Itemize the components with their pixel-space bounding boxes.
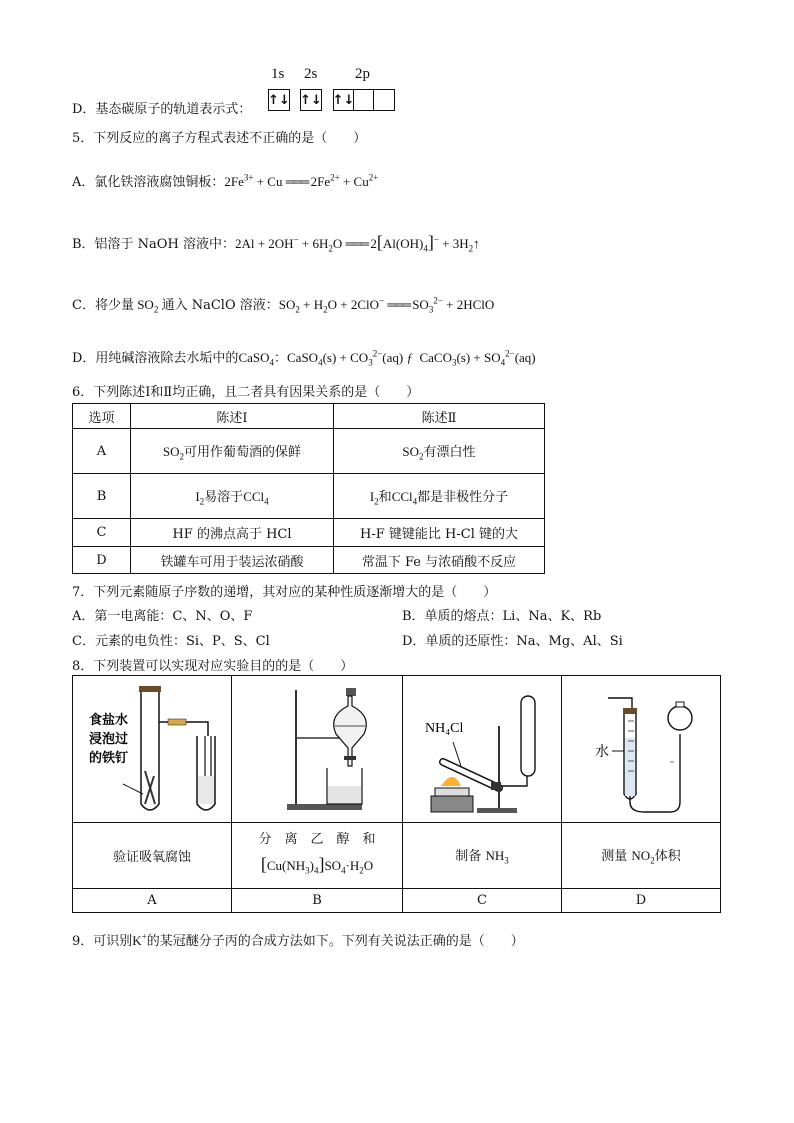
q5-a-equation: $2Fe^{3+} + Cu$ ═══ $2Fe^{2+} + Cu^{2+}$ [224, 172, 379, 189]
fig-d-label: 水 [595, 744, 609, 760]
table-header: 选项 [73, 404, 131, 429]
purpose-c: 制备 $NH_3$ [403, 823, 562, 889]
purpose-d: 测量 $NO_2$体积 [562, 823, 721, 889]
orbital-box-2s [300, 89, 322, 111]
orbital-label-2s: 2s [304, 66, 318, 82]
letter-a: A [73, 889, 232, 913]
orbital-cell [374, 90, 394, 110]
q5-d-f: ƒ [406, 350, 413, 365]
table-cell-statement1: $I_2$易溶于CCl$_4$ [131, 474, 334, 519]
q5-d-equation: CaSO$_4$(s) + $CO_3^{2-}(aq)$ ƒ CaCO$_3$(s) + $SO_4^{2-}(aq)$ [287, 348, 536, 368]
fig-c-label: NH₄Cl [425, 721, 464, 736]
orbital-cell: ↑↓ [268, 92, 290, 108]
purpose-row [73, 823, 721, 889]
q7-option-c: C．元素的电负性：Si、P、S、Cl [72, 634, 270, 649]
orbital-cell: ↑↓ [300, 92, 322, 108]
table-cell-statement1: 铁罐车可用于装运浓硝酸 [131, 547, 334, 574]
figure-a [73, 676, 232, 823]
fig-a-label-2: 浸泡过 [89, 732, 129, 747]
cell-text: 可用作葡萄酒的保鲜 [184, 444, 302, 460]
purpose-a: 验证吸氧腐蚀 [73, 823, 232, 889]
fig-a-label-1: 食盐水 [89, 713, 129, 728]
q5-option-a [72, 171, 378, 190]
gas-burette-icon [562, 676, 720, 822]
purpose-b-formula: $[Cu(NH_3)_4]SO_4\cdot H_2O$ [260, 854, 374, 876]
orbital-box-2p [333, 89, 395, 111]
figure-d [562, 676, 721, 823]
table-header: 陈述Ⅱ [334, 404, 545, 429]
orbital-cell: ↑↓ [334, 90, 354, 110]
q5-b-label: B．铝溶于 NaOH 溶液中： [72, 237, 235, 252]
q5-a-label: A．氯化铁溶液腐蚀铜板： [72, 175, 225, 190]
q7-option-d: D．单质的还原性：Na、Mg、Al、Si [402, 634, 623, 649]
q6-table [72, 403, 545, 574]
purpose-c-text: 制备 [455, 849, 482, 865]
table-cell-option: D [73, 547, 131, 574]
table-cell-option: A [73, 429, 131, 474]
letter-row [73, 889, 721, 913]
table-row [73, 474, 545, 519]
purpose-b [232, 823, 403, 889]
purpose-d-tail: 体积 [654, 849, 681, 865]
table-cell-statement2: $SO_2$有漂白性 [334, 429, 545, 474]
cell-text: 易溶于 [204, 489, 244, 505]
q5-option-b [72, 232, 480, 254]
table-row [73, 429, 545, 474]
q5-b-equation: $2Al + 2OH^- + 6H_2O$ ═══ $2[Al(OH)_4]^-$ + $3H_2↑$ [234, 232, 480, 254]
cell-text: 有漂白性 [423, 444, 476, 460]
orbital-cell [354, 90, 374, 110]
table-cell-statement1: $SO_2$可用作葡萄酒的保鲜 [131, 429, 334, 474]
table-row [73, 519, 545, 547]
q8-stem: 8．下列装置可以实现对应实验目的的是（ ） [72, 659, 354, 674]
q5-c-label: C．将少量 [72, 298, 134, 313]
table-header-row [73, 404, 545, 429]
q8-table [72, 675, 721, 913]
table-header: 陈述Ⅰ [131, 404, 334, 429]
letter-d: D [562, 889, 721, 913]
q7-option-a: A．第一电离能：C、N、O、F [72, 609, 253, 624]
orbital-box-1s [268, 89, 290, 111]
fig-a-label-3: 的铁钉 [89, 751, 129, 766]
table-cell-option: B [73, 474, 131, 519]
q5-option-c: C．将少量 $SO_2$ 通入 NaClO 溶液：$SO_2 + H_2O + 2ClO^-$ ═══ $SO_3^{2-}$ + 2HClO [72, 295, 495, 315]
q5-c-label2: 通入 NaClO 溶液： [161, 298, 279, 313]
q9-stem-pre: 9．可识别 [72, 934, 133, 949]
q5-stem: 5．下列反应的离子方程式表述不正确的是（ ） [72, 131, 367, 146]
q5-d-label: D．用纯碱溶液除去水垢中的 [72, 351, 239, 366]
figure-row [73, 676, 721, 823]
ammonia-apparatus-icon [403, 676, 561, 822]
table-cell-statement2: H-F 键键能比 H-Cl 键的大 [334, 519, 545, 547]
table-cell-option: C [73, 519, 131, 547]
q5-option-d: D．用纯碱溶液除去水垢中的CaSO$_4$：CaSO$_4$(s) + $CO_3^{2-}(aq)$ ƒ CaCO$_3$(s) + $SO_4^{2-}(aq)$ [72, 348, 536, 368]
table-row [73, 547, 545, 574]
table-cell-statement2: $I_2$和CCl$_4$都是非极性分子 [334, 474, 545, 519]
q4-option-d: D．基态碳原子的轨道表示式： [72, 102, 252, 117]
figure-b [232, 676, 403, 823]
orbital-label-2p: 2p [355, 66, 370, 82]
purpose-d-text: 测量 [601, 849, 628, 865]
table-cell-statement2: 常温下 Fe 与浓硝酸不反应 [334, 547, 545, 574]
table-cell-statement1: HF 的沸点高于 HCl [131, 519, 334, 547]
cell-text: 都是非极性分子 [417, 489, 509, 505]
q5-c-equation: $SO_2 + H_2O + 2ClO^-$ ═══ $SO_3^{2-}$ + 2HClO [278, 295, 495, 315]
q9-stem-post: 的某冠醚分子丙的合成方法如下。下列有关说法正确的是（ ） [146, 934, 524, 949]
rusting-apparatus-icon [73, 676, 231, 822]
letter-b: B [232, 889, 403, 913]
separatory-funnel-icon [232, 676, 402, 822]
q9-stem: 9．可识别K+的某冠醚分子丙的合成方法如下。下列有关说法正确的是（ ） [72, 931, 524, 949]
figure-c [403, 676, 562, 823]
q6-stem: 6．下列陈述Ⅰ和Ⅱ均正确，且二者具有因果关系的是（ ） [72, 385, 420, 400]
q7-stem: 7．下列元素随原子序数的递增，其对应的某种性质逐渐增大的是（ ） [72, 585, 497, 600]
purpose-b-line1: 分 离 乙 醇 和 [258, 832, 376, 848]
cell-text: 和 [378, 489, 392, 505]
q7-option-b: B．单质的熔点：Li、Na、K、Rb [402, 609, 602, 624]
orbital-label-1s: 1s [271, 66, 285, 82]
q5-d-sep: ： [274, 351, 288, 366]
letter-c: C [403, 889, 562, 913]
